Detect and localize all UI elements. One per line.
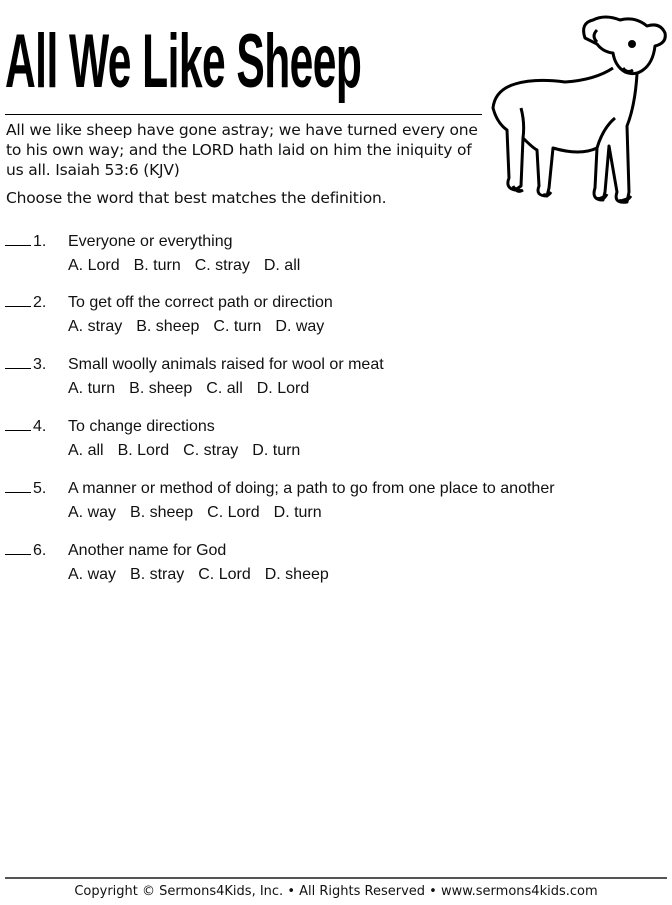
- option-b: B. sheep: [136, 318, 200, 335]
- option-b: B. Lord: [117, 442, 170, 459]
- option-d: D. turn: [273, 504, 322, 521]
- option-c: C. Lord: [207, 504, 260, 521]
- lamb-illustration: [485, 8, 670, 208]
- option-a: A. way: [68, 504, 117, 521]
- answer-options: [68, 442, 314, 460]
- option-c: C. all: [206, 380, 243, 397]
- answer-blank[interactable]: [5, 245, 31, 246]
- option-c: C. stray: [194, 257, 250, 274]
- option-d: D. way: [275, 318, 325, 335]
- answer-blank[interactable]: [5, 368, 31, 369]
- option-d: D. sheep: [264, 566, 329, 583]
- question-number: 4.: [33, 418, 47, 435]
- option-d: D. Lord: [256, 380, 310, 397]
- option-a: A. stray: [68, 318, 123, 335]
- option-c: C. Lord: [198, 566, 251, 583]
- question-number: 1.: [33, 233, 47, 250]
- question-number: 6.: [33, 542, 47, 559]
- question-definition: A manner or method of doing; a path to go from one place to another: [68, 480, 555, 497]
- answer-options: [68, 380, 323, 398]
- answer-blank[interactable]: [5, 430, 31, 431]
- option-d: D. all: [263, 257, 301, 274]
- option-b: B. sheep: [129, 380, 193, 397]
- option-b: B. stray: [130, 566, 185, 583]
- option-a: A. turn: [68, 380, 116, 397]
- instructions: Choose the word that best matches the definition.: [6, 189, 387, 207]
- answer-options: [68, 318, 338, 336]
- answer-blank[interactable]: [5, 306, 31, 307]
- bible-verse: All we like sheep have gone astray; we have turned every one to his own way; and the LORD hath laid on him the iniquity of us all. Isaiah 53:6 (KJV): [6, 121, 478, 179]
- title-divider: [5, 114, 482, 115]
- option-d: D. turn: [252, 442, 301, 459]
- question-definition: To get off the correct path or direction: [68, 294, 333, 311]
- option-a: A. Lord: [68, 257, 120, 274]
- option-a: A. way: [68, 566, 117, 583]
- option-a: A. all: [68, 442, 104, 459]
- answer-options: [68, 257, 314, 275]
- option-c: C. turn: [213, 318, 262, 335]
- option-b: B. sheep: [130, 504, 194, 521]
- question-definition: Another name for God: [68, 542, 227, 559]
- copyright-footer: Copyright © Sermons4Kids, Inc. • All Rights Reserved • www.sermons4kids.com: [74, 884, 598, 899]
- question-definition: Small woolly animals raised for wool or meat: [68, 356, 384, 373]
- question-number: 2.: [33, 294, 47, 311]
- answer-options: [68, 504, 336, 522]
- answer-blank[interactable]: [5, 554, 31, 555]
- question-number: 3.: [33, 356, 47, 373]
- answer-options: [68, 566, 343, 584]
- question-definition: To change directions: [68, 418, 215, 435]
- question-definition: Everyone or everything: [68, 233, 233, 250]
- option-c: C. stray: [183, 442, 239, 459]
- page-title: All We Like Sheep: [5, 19, 362, 104]
- option-b: B. turn: [133, 257, 181, 274]
- answer-blank[interactable]: [5, 492, 31, 493]
- footer-divider: [5, 877, 667, 879]
- question-number: 5.: [33, 480, 47, 497]
